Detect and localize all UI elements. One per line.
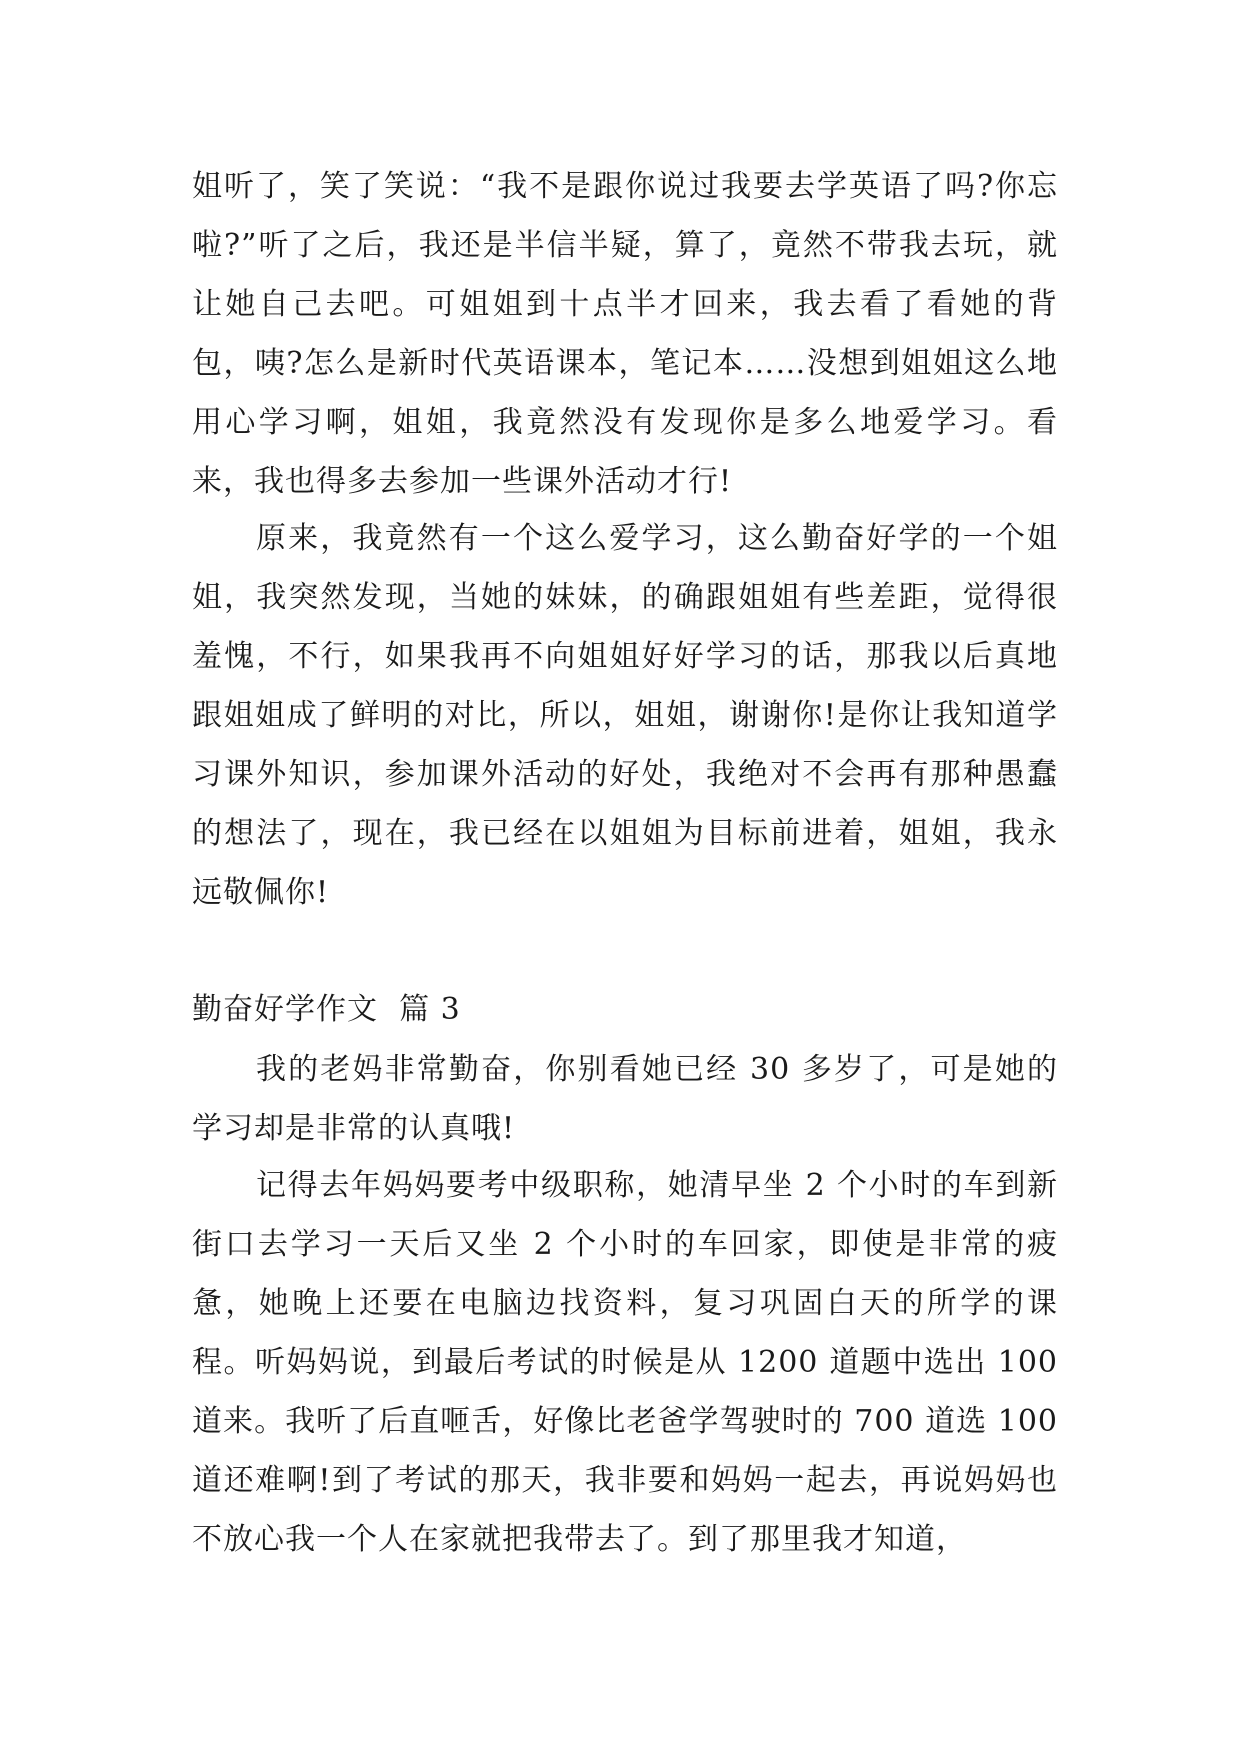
section-heading: 勤奋好学作文 篇 3 — [192, 992, 461, 1027]
paragraph-continued: 姐听了，笑了笑说：“我不是跟你说过我要去学英语了吗?你忘啦?”听了之后，我还是半信半疑，算了，竟然不带我去玩，就让她自己去吧。可姐姐到十点半才回来，我去看了看她的背包，咦?怎么是新时代英语课本，笔记本……没想到姐姐这么地用心学习啊，姐姐，我竟然没有发现你是多么地爱学习。看来，我也得多去参加一些课外活动才行! — [192, 169, 1058, 499]
paragraph: 我的老妈非常勤奋，你别看她已经 30 多岁了，可是她的学习却是非常的认真哦! — [192, 1052, 1058, 1146]
document-page — [192, 0, 1058, 1754]
paragraph: 记得去年妈妈要考中级职称，她清早坐 2 个小时的车到新街口去学习一天后又坐 2 个小时的车回家，即使是非常的疲惫，她晚上还要在电脑边找资料，复习巩固白天的所学的课程。听妈妈说，到最后考试的时候是从 1200 道题中选出 100 道来。我听了后直咂舌，好像比老爸学驾驶时的 700 道选 100 道还难啊!到了考试的那天，我非要和妈妈一起去，再说妈妈也不放心我一个人在家就把我带去了。到了那里我才知道， — [192, 1168, 1058, 1557]
paragraph: 原来，我竟然有一个这么爱学习，这么勤奋好学的一个姐姐，我突然发现，当她的妹妹，的确跟姐姐有些差距，觉得很羞愧，不行，如果我再不向姐姐好好学习的话，那我以后真地跟姐姐成了鲜明的对比，所以，姐姐，谢谢你!是你让我知道学习课外知识，参加课外活动的好处，我绝对不会再有那种愚蠢的想法了，现在，我已经在以姐姐为目标前进着，姐姐，我永远敬佩你! — [192, 521, 1058, 910]
